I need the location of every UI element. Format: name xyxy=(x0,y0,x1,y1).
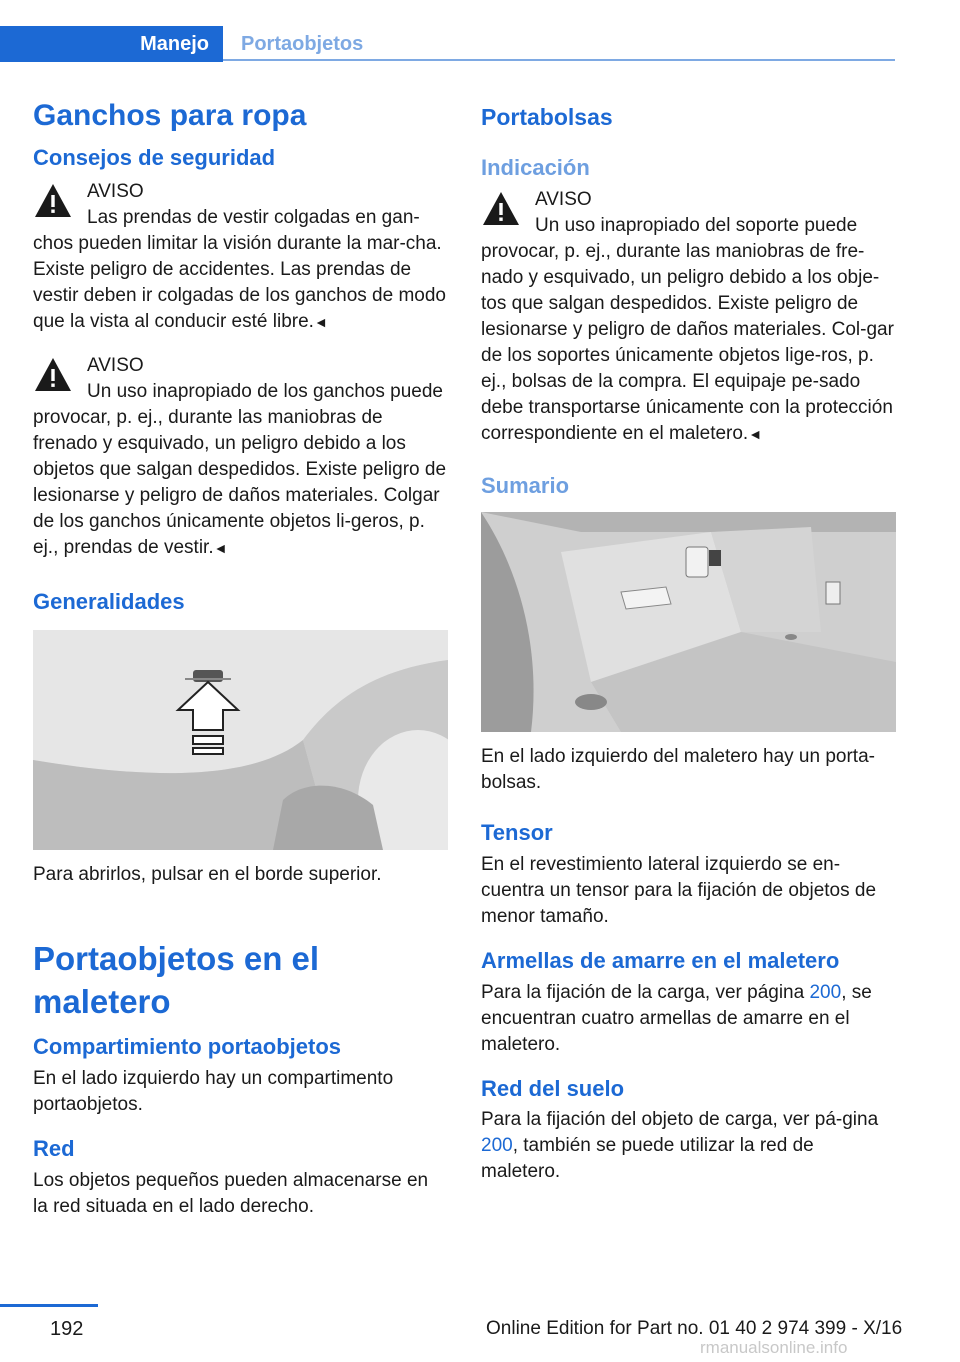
net-text: Los objetos pequeños pueden almacenarse en la red situada en el lado derecho. xyxy=(33,1169,429,1217)
tensor-text: En el revestimiento lateral izquierdo se en‐cuentra un tensor para la fijación de objetos de menor tamaño. xyxy=(481,854,877,928)
left-column xyxy=(33,96,448,1220)
footer-rule xyxy=(0,1304,98,1307)
heading-note: Indicación xyxy=(481,155,590,181)
compartment-text: En el lado izquierdo hay un compartimento portaobjetos. xyxy=(33,1067,394,1115)
tie-down-rings-text: Para la fijación de la carga, ver página 200, se encuentran cuatro armellas de amarre en el maletero. xyxy=(481,981,872,1055)
heading-safety: Consejos de seguridad xyxy=(33,145,276,170)
figure-trunk-bag-holder xyxy=(481,512,896,732)
watermark: rmanualsonline.info xyxy=(700,1338,848,1357)
end-mark: ◄ xyxy=(748,425,763,442)
header-bar xyxy=(0,26,895,62)
floor-net-text: Para la fijación del objeto de carga, ver pá‐gina 200, también se puede utilizar la red de maletero. xyxy=(481,1109,879,1183)
warning-2 xyxy=(33,353,448,561)
warning-triangle-icon xyxy=(33,355,73,395)
tab-manejo[interactable]: Manejo xyxy=(0,26,223,62)
page-link-200[interactable]: 200 xyxy=(809,981,842,1003)
section-title-trunk: Portaobjetos en el maletero xyxy=(33,940,320,1021)
end-mark: ◄ xyxy=(313,313,328,330)
figure-2-caption: En el lado izquierdo del maletero hay un porta‐bolsas. xyxy=(481,746,875,794)
heading-general: Generalidades xyxy=(33,588,185,614)
heading-tie-down-rings: Armellas de amarre en el maletero xyxy=(481,948,840,974)
warning-3-tag: AVISO xyxy=(535,188,592,210)
heading-floor-net: Red del suelo xyxy=(481,1075,625,1101)
tab-portaobjetos[interactable]: Portaobjetos xyxy=(241,32,364,55)
heading-summary: Sumario xyxy=(481,472,570,498)
heading-net: Red xyxy=(33,1135,75,1161)
end-mark: ◄ xyxy=(213,539,228,556)
right-column xyxy=(481,96,896,1185)
warning-triangle-icon xyxy=(33,181,73,221)
heading-tensor: Tensor xyxy=(481,820,553,846)
heading-compartment: Compartimiento portaobjetos xyxy=(33,1034,342,1060)
page-link-200[interactable]: 200 xyxy=(481,1135,513,1157)
edition-line: Online Edition for Part no. 01 40 2 974 399 - X/16 xyxy=(486,1318,903,1339)
warning-triangle-icon xyxy=(481,189,521,229)
figure-1-caption: Para abrirlos, pulsar en el borde superior. xyxy=(33,864,382,886)
section-title-hooks: Ganchos para ropa xyxy=(33,99,307,132)
warning-2-text: Un uso inapropiado de los ganchos puede provocar, p. ej., durante las maniobras de frenado y esquivado, un peligro debido a los objetos que salgan despedidos. Existe peligro de lesionarse y peligro de daños materiales. Colgar de los ganchos únicamente objetos li‐geros, p. ej., prendas de vestir.◄ xyxy=(33,380,447,558)
warning-3 xyxy=(481,187,896,447)
section-title-bag-holder: Portabolsas xyxy=(481,104,613,130)
warning-3-text: Un uso inapropiado del soporte puede provocar, p. ej., durante las maniobras de fre‐nado y esquivado, un peligro debido a los obje‐tos que salgan despedidos. Existe peligro de lesionarse y peligro de daños materiales. Col‐gar de los soportes únicamente objetos lige‐ros, p. ej., bolsas de la compra. El equipaje pe‐sado debe transportarse únicamente con la protección correspondiente en el maletero.◄ xyxy=(481,214,894,444)
warning-2-tag: AVISO xyxy=(87,354,144,376)
header-rule xyxy=(223,59,895,61)
page-number: 192 xyxy=(50,1318,84,1340)
warning-1-tag: AVISO xyxy=(87,180,144,202)
warning-1 xyxy=(33,179,448,335)
warning-1-text: Las prendas de vestir colgadas en gan‐chos pueden limitar la visión durante la mar‐cha. Existe peligro de accidentes. Las prendas de vestir deben ir colgadas de los ganchos de modo que la vista al conducir esté libre.◄ xyxy=(33,206,446,332)
figure-ceiling-hook xyxy=(33,630,448,850)
